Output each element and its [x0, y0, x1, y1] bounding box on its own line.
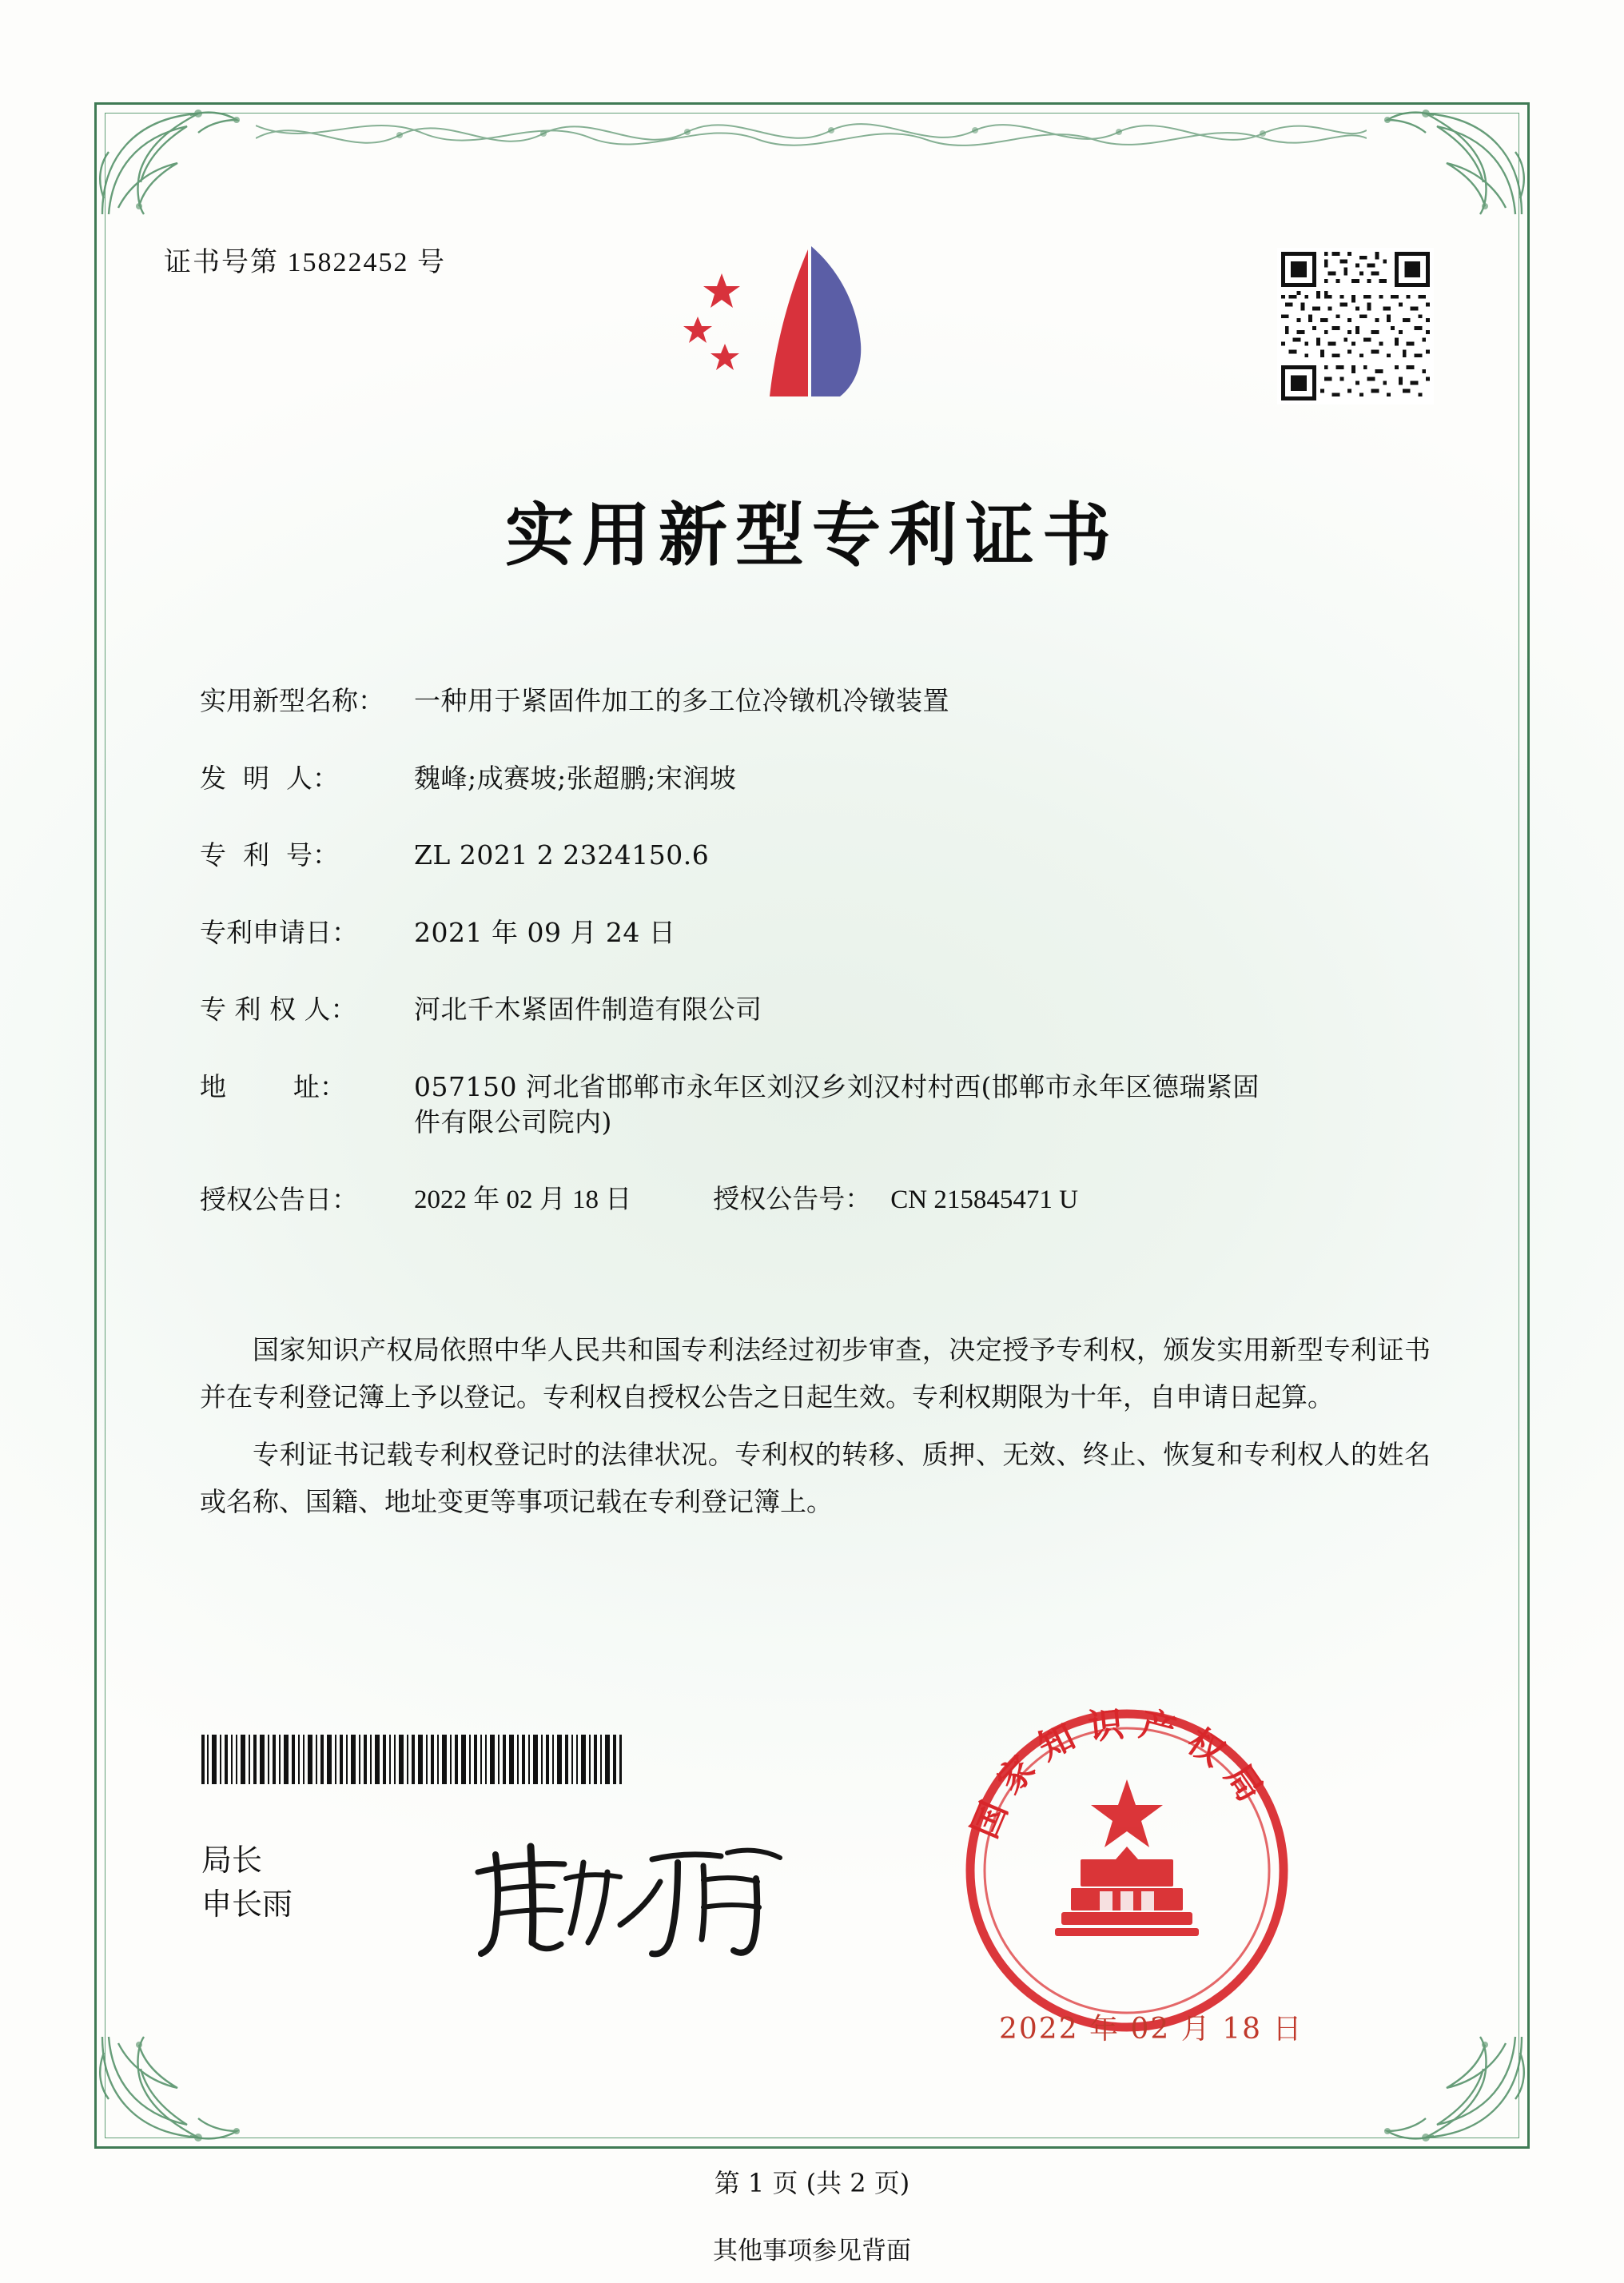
field-value: 河北千木紧固件制造有限公司 [414, 994, 762, 1026]
field-value: ZL 2021 2 2324150.6 [414, 839, 710, 871]
handwritten-signature [464, 1831, 815, 1966]
grant-number-label: 授权公告号： [713, 1185, 872, 1214]
field-patentee [200, 992, 1431, 1028]
corner-flourish-top-left [94, 102, 262, 222]
field-inventors [200, 761, 1431, 797]
paragraph-registry: 专利证书记载专利权登记时的法律状况。专利权的转移、质押、无效、终止、恢复和专利权人的姓名或名称、国籍、地址变更等事项记载在专利登记簿上。 [200, 1439, 1431, 1518]
top-ornament-band [256, 106, 1367, 154]
corner-flourish-bottom-right [1362, 2029, 1530, 2149]
field-value: 一种用于紧固件加工的多工位冷镦机冷镦装置 [414, 685, 949, 716]
official-red-seal [959, 1703, 1295, 2038]
director-name-label: 申长雨 [201, 1887, 293, 1922]
field-value: 魏峰;成赛坡;张超鹏;宋润坡 [414, 762, 737, 794]
cnipa-logo-icon [675, 232, 915, 424]
page-title: 实用新型专利证书 [505, 495, 1119, 576]
field-label: 实用新型名称： [200, 685, 384, 716]
certificate-number: 证书号第 15822452 号 [164, 248, 446, 277]
signature-block [201, 1839, 293, 1926]
field-grant-announcement [200, 1182, 1431, 1218]
field-address [200, 1070, 1431, 1141]
field-value: 2021 年 09 月 24 日 [414, 916, 676, 948]
grant-date-label: 授权公告日： [200, 1183, 358, 1215]
legal-text [200, 1327, 1431, 1537]
back-side-note: 其他事项参见背面 [713, 2237, 911, 2265]
field-label: 专 利 权 人： [200, 994, 357, 1026]
qr-code [1277, 248, 1434, 404]
seal-date: 2022 年 02 月 18 日 [999, 2013, 1304, 2046]
field-patent-number [200, 838, 1431, 874]
svg-text:国家知识产权局: 国家知识产权局 [964, 1703, 1278, 1844]
paragraph-grant: 国家知识产权局依照中华人民共和国专利法经过初步审查，决定授予专利权，颁发实用新型专利证书并在专利登记簿上予以登记。专利权自授权公告之日起生效。专利权期限为十年，自申请日起算。 [200, 1334, 1431, 1412]
page-indicator: 第 1 页 (共 2 页) [714, 2168, 910, 2198]
grant-number-value: CN 215845471 U [890, 1185, 1078, 1214]
field-application-date [200, 915, 1431, 951]
field-value: 057150 河北省邯郸市永年区刘汉乡刘汉村村西(邯郸市永年区德瑞紧固件有限公司院内) [414, 1070, 1260, 1138]
field-label: 地 址： [200, 1070, 346, 1102]
field-utility-model-name [200, 683, 1431, 719]
field-label: 专利申请日： [200, 916, 358, 948]
corner-flourish-top-right [1362, 102, 1530, 222]
grant-date-value: 2022 年 02 月 18 日 [414, 1185, 632, 1214]
field-label: 发 明 人： [200, 762, 339, 794]
field-label: 专 利 号： [200, 839, 339, 871]
field-list [200, 683, 1431, 1254]
corner-flourish-bottom-left [94, 2029, 262, 2149]
barcode [200, 1735, 623, 1784]
director-role-label: 局长 [201, 1843, 263, 1878]
